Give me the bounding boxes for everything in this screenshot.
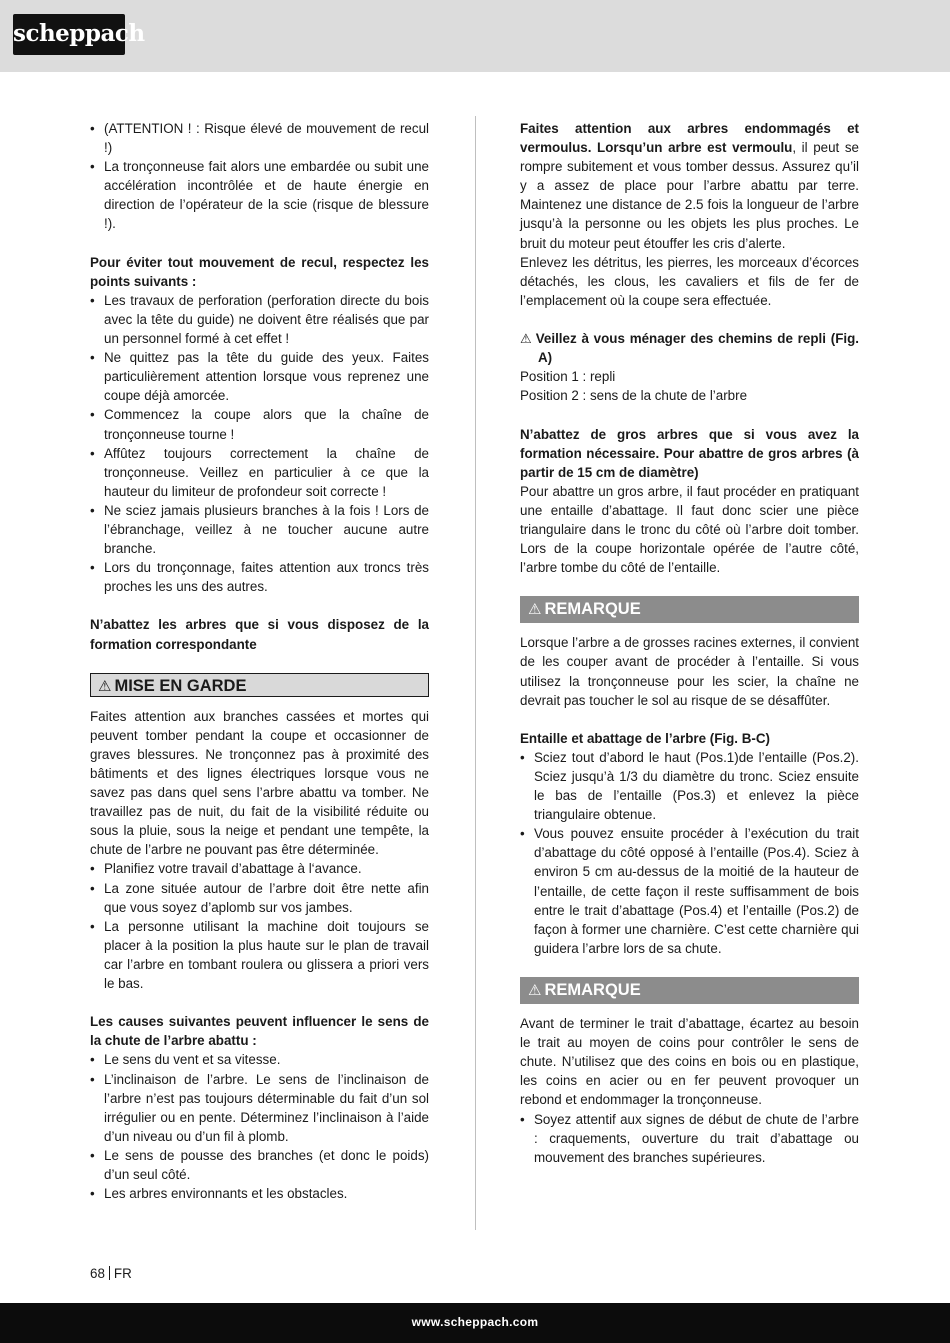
note2-bullet-list <box>520 1110 859 1167</box>
warning-triangle-icon: ⚠ <box>528 601 542 619</box>
note-title: REMARQUE <box>544 600 641 619</box>
list-item: • Commencez la coupe alors que la chaîne de tronçonneuse tourne ! <box>90 405 429 443</box>
list-item: • Soyez attentif aux signes de début de chute de l’arbre : craquements, ouverture du trait d’abattage ou mouvement des branches supérieures. <box>520 1110 859 1167</box>
gros-arbres-heading: N’abattez de gros arbres que si vous avez la formation nécessaire. Pour abattre de gros arbres (à partir de 15 cm de diamètre) <box>520 426 859 480</box>
debris-paragraph: Enlevez les détritus, les pierres, les morceaux d’écorces détachés, les clous, les cavaliers et fils de fer de l’emplacement où la coupe sera effectuée. <box>520 254 859 308</box>
remarque-box-1 <box>520 596 859 623</box>
damaged-trees-text: , il peut se rompre subitement et vous tomber dessus. Assurez qu’il y a assez de place pour l’arbre abattu par terre. Maintenez une distance de 2.5 fois la longueur de l’arbre jusqu’à la personne ou les objets les plus proches. Le bruit du moteur peut étouffer les cris d’alerte. <box>520 140 859 251</box>
warning-triangle-icon: ⚠ <box>520 331 533 347</box>
list-item: • La zone située autour de l’arbre doit être nette afin que vous soyez d’aplomb sur vos jambes. <box>90 879 429 917</box>
website-url: www.scheppach.com <box>411 1315 539 1329</box>
mise-en-garde-box <box>90 673 429 697</box>
warn-bullet-list <box>90 859 429 993</box>
footer-separator <box>109 1266 110 1280</box>
position-2: Position 2 : sens de la chute de l’arbre <box>520 388 748 404</box>
recul-heading: Pour éviter tout mouvement de recul, respectez les points suivants : <box>90 254 429 289</box>
remarque-box-2 <box>520 977 859 1004</box>
warn-title: MISE EN GARDE <box>114 676 247 695</box>
gros-arbres-paragraph: Pour abattre un gros arbre, il faut procéder en pratiquant une entaille d’abattage. Il faut donc scier une pièce triangulaire dans le tronc du côté où l’arbre doit tomber. Lors de la coupe horizontale opérée de l’autre côté, l’arbre tombe du côté de l’entaille. <box>520 483 859 576</box>
causes-heading: Les causes suivantes peuvent influencer le sens de la chute de l’arbre abattu : <box>90 1014 429 1049</box>
formation-heading: N’abattez les arbres que si vous disposez de la formation correspondante <box>90 617 429 652</box>
list-item: • La tronçonneuse fait alors une embardée ou subit une accélération incontrôlée et de haute énergie en direction de l’opérateur de la scie (risque de blessure !). <box>90 157 429 233</box>
note2-paragraph: Avant de terminer le trait d’abattage, écartez au besoin le trait au moyen de coins pour contrôler le sens de chute. N’utilisez que des coins en bois ou en plastique, les coins en acier ou en fer peuvent provoquer un rebond et endommager la tronçonneuse. <box>520 1016 859 1108</box>
list-item: • Affûtez toujours correctement la chaîne de tronçonneuse. Veillez en particulier à ce que la hauteur du limiteur de profondeur soit correcte ! <box>90 444 429 501</box>
header-band <box>0 0 950 72</box>
list-item: • Le sens de pousse des branches (et donc le poids) d’un seul côté. <box>90 1146 429 1184</box>
page-footer <box>90 1266 132 1281</box>
list-item: • Ne quittez pas la tête du guide des yeux. Faites particulièrement attention lorsque vous reprenez une coupe déjà amorcée. <box>90 348 429 405</box>
repli-heading-text: Veillez à vous ménager des chemins de repli (Fig. A) <box>535 331 859 366</box>
warning-triangle-icon: ⚠ <box>98 677 112 695</box>
brand-logo: scheppach <box>13 14 125 55</box>
list-item: • Les travaux de perforation (perforation directe du bois avec la tête du guide) ne doivent être réalisés que par un personnel formé à cet effet ! <box>90 291 429 348</box>
column-divider <box>475 116 476 1230</box>
page-number: 68 <box>90 1266 105 1281</box>
language-code: FR <box>113 1266 132 1281</box>
footer-band <box>0 1303 950 1343</box>
position-1: Position 1 : repli <box>520 369 616 385</box>
right-column <box>520 119 859 1167</box>
left-column <box>90 119 429 1203</box>
causes-bullet-list <box>90 1050 429 1203</box>
intro-bullet-list <box>90 119 429 234</box>
list-item: • La personne utilisant la machine doit toujours se placer à la position la plus haute sur le plan de travail car l’arbre en tombant roulera ou glissera a priori vers le bas. <box>90 917 429 993</box>
list-item: • Lors du tronçonnage, faites attention aux troncs très proches les uns des autres. <box>90 558 429 596</box>
list-item: • Les arbres environnants et les obstacles. <box>90 1184 429 1203</box>
list-item: • Vous pouvez ensuite procéder à l’exécution du trait d’abattage du côté opposé à l’entaille (Pos.4). Sciez à environ 5 cm au-dessus de la moitié de la hauteur de l’entaille, de cette façon il reste suffisamment de bois entre le trait d’abattage (Pos.4) et l’entaille (Pos.2) de façon à former une charnière. C’est cette charnière qui guidera l’arbre lors de sa chute. <box>520 824 859 958</box>
recul-bullet-list <box>90 291 429 597</box>
note1-paragraph: Lorsque l’arbre a de grosses racines externes, il convient de les couper avant de procéder à l’entaille. Si vous utilisez la tronçonneuse pour les scier, la chaîne ne devrait pas toucher le sol au risque de se désaffûter. <box>520 635 859 708</box>
list-item: • Le sens du vent et sa vitesse. <box>90 1050 429 1069</box>
list-item: • Sciez tout d’abord le haut (Pos.1)de l’entaille (Pos.2). Sciez jusqu’à 1/3 du diamètre du tronc. Sciez ensuite le bas de l’entaille (Pos.3) et enlevez la pièce triangulaire obtenue. <box>520 748 859 824</box>
list-item: • Planifiez votre travail d’abattage à l‘avance. <box>90 859 429 878</box>
note-title: REMARQUE <box>544 981 641 1000</box>
entaille-heading: Entaille et abattage de l’arbre (Fig. B-C) <box>520 730 771 746</box>
list-item: • (ATTENTION ! : Risque élevé de mouvement de recul !) <box>90 119 429 157</box>
warn-paragraph: Faites attention aux branches cassées et mortes qui peuvent tomber pendant la coupe et occasionner de graves blessures. Ne tronçonnez pas à proximité des bâtiments et des lignes électriques lorsque vous ne savez pas dans quel sens l’arbre abattu va tomber. Ne travaillez pas de nuit, du fait de la visibilité réduite ou sous la pluie, sous la neige et pendant une tempête, la chute de l’arbre ne pouvant pas être déterminée. <box>90 708 429 858</box>
entaille-bullet-list <box>520 748 859 958</box>
damaged-trees-bold: Faites attention aux arbres endommagés et vermoulus. Lorsqu’un arbre est vermoulu <box>520 121 859 156</box>
list-item: • Ne sciez jamais plusieurs branches à la fois ! Lors de l’ébranchage, veillez à ne toucher aucune autre branche. <box>90 501 429 558</box>
list-item: • L’inclinaison de l’arbre. Le sens de l’inclinaison de l’arbre n’est pas toujours déterminable du fait d’un sol irrégulier ou en pente. Déterminez l’inclinaison à l’aide d’un niveau ou d’un fil à plomb. <box>90 1070 429 1146</box>
repli-heading <box>520 329 859 367</box>
damaged-trees-paragraph <box>520 119 859 253</box>
warning-triangle-icon: ⚠ <box>528 982 542 1000</box>
